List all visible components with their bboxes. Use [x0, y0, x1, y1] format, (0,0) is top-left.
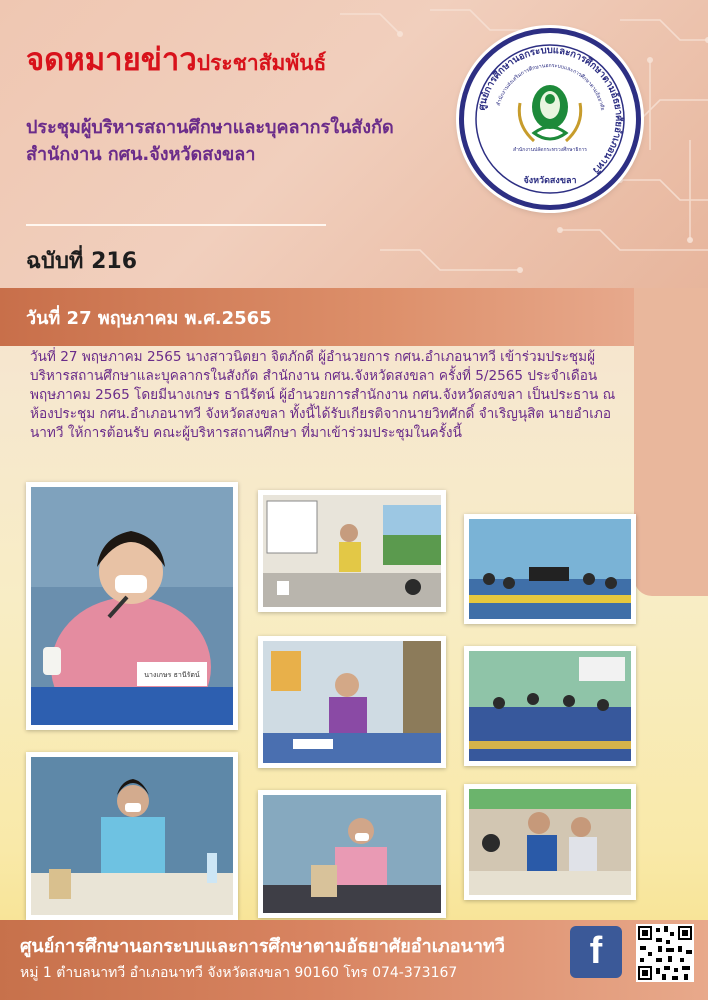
- headline: ประชุมผู้บริหารสถานศึกษาและบุคลากรในสังกัด สำนักงาน กศน.จังหวัดสงขลา: [26, 117, 394, 165]
- facebook-icon[interactable]: [570, 926, 622, 978]
- news-date: วันที่ 27 พฤษภาคม พ.ศ.2565: [26, 308, 272, 329]
- photo-meeting-room: [464, 514, 636, 624]
- news-body-text: วันที่ 27 พฤษภาคม 2565 นางสาวนิตยา จิตภักดี ผู้อำนวยการ กศน.อำเภอนาทวี เข้าร่วมประชุมผู้บริหารสถานศึกษาและบุคลากรในสังกัด สำนักงาน กศน.จังหวัดสงขลา ครั้งที่ 5/2565 ประจำเดือนพฤษภาคม 2565 โดยมีนางเกษร ธานีรัตน์ ผู้อำนวยการสำนักงาน กศน.จังหวัดสงขลา เป็นประธาน ณ ห้องประชุม กศน.อำเภอนาทวี จังหวัดสงขลา ทั้งนี้ได้รับเกียรติจากนายวิทศักดิ์ จำเริญนุสิต นายอำเภอนาทวี ให้การต้อนรับ คณะผู้บริหารสถานศึกษา ที่มาเข้าร่วมประชุมในครั้งนี้: [30, 349, 616, 441]
- seal-inner-text-2: สำนักงานปลัดกระทรวงศึกษาธิการ: [513, 147, 587, 153]
- issue-number: ฉบับที่ 216: [26, 249, 137, 274]
- title-secondary: ประชาสัมพันธ์: [196, 51, 327, 75]
- footer-organization: ศูนย์การศึกษานอกระบบและการศึกษาตามอัธยาศัยอำเภอนาทวี: [20, 936, 505, 957]
- director-nameplate: นางเกษร ธานีรัตน์: [144, 671, 200, 679]
- side-accent: [634, 288, 708, 596]
- qr-code-icon[interactable]: [636, 924, 694, 982]
- facebook-letter: f: [589, 930, 603, 972]
- photo-woman-pink: [258, 790, 446, 918]
- photo-woman-at-desk: [258, 636, 446, 768]
- organization-seal-logo: [459, 28, 641, 210]
- divider: [26, 224, 326, 226]
- title-main: จดหมายข่าว: [26, 42, 197, 78]
- photo-speaker-standing: [258, 490, 446, 612]
- seal-province: จังหวัดสงขลา: [523, 176, 577, 186]
- photo-meeting-table: [464, 646, 636, 766]
- footer-address: หมู่ 1 ตำบลนาทวี อำเภอนาทวี จังหวัดสงขลา 90160 โทร 074-373167: [20, 965, 458, 981]
- photo-men-at-table: [464, 784, 636, 900]
- photo-woman-blue: [26, 752, 238, 920]
- photo-director-speaking: [26, 482, 238, 730]
- seal-ring-text: ศูนย์การศึกษานอกระบบและการศึกษาตามอัธยาศัยอำเภอนาทวี: [476, 44, 625, 176]
- seal-inner-text: สำนักงานส่งเสริมการศึกษานอกระบบและการศึกษาตามอัธยาศัย: [495, 62, 606, 112]
- newsletter-title: [26, 34, 326, 84]
